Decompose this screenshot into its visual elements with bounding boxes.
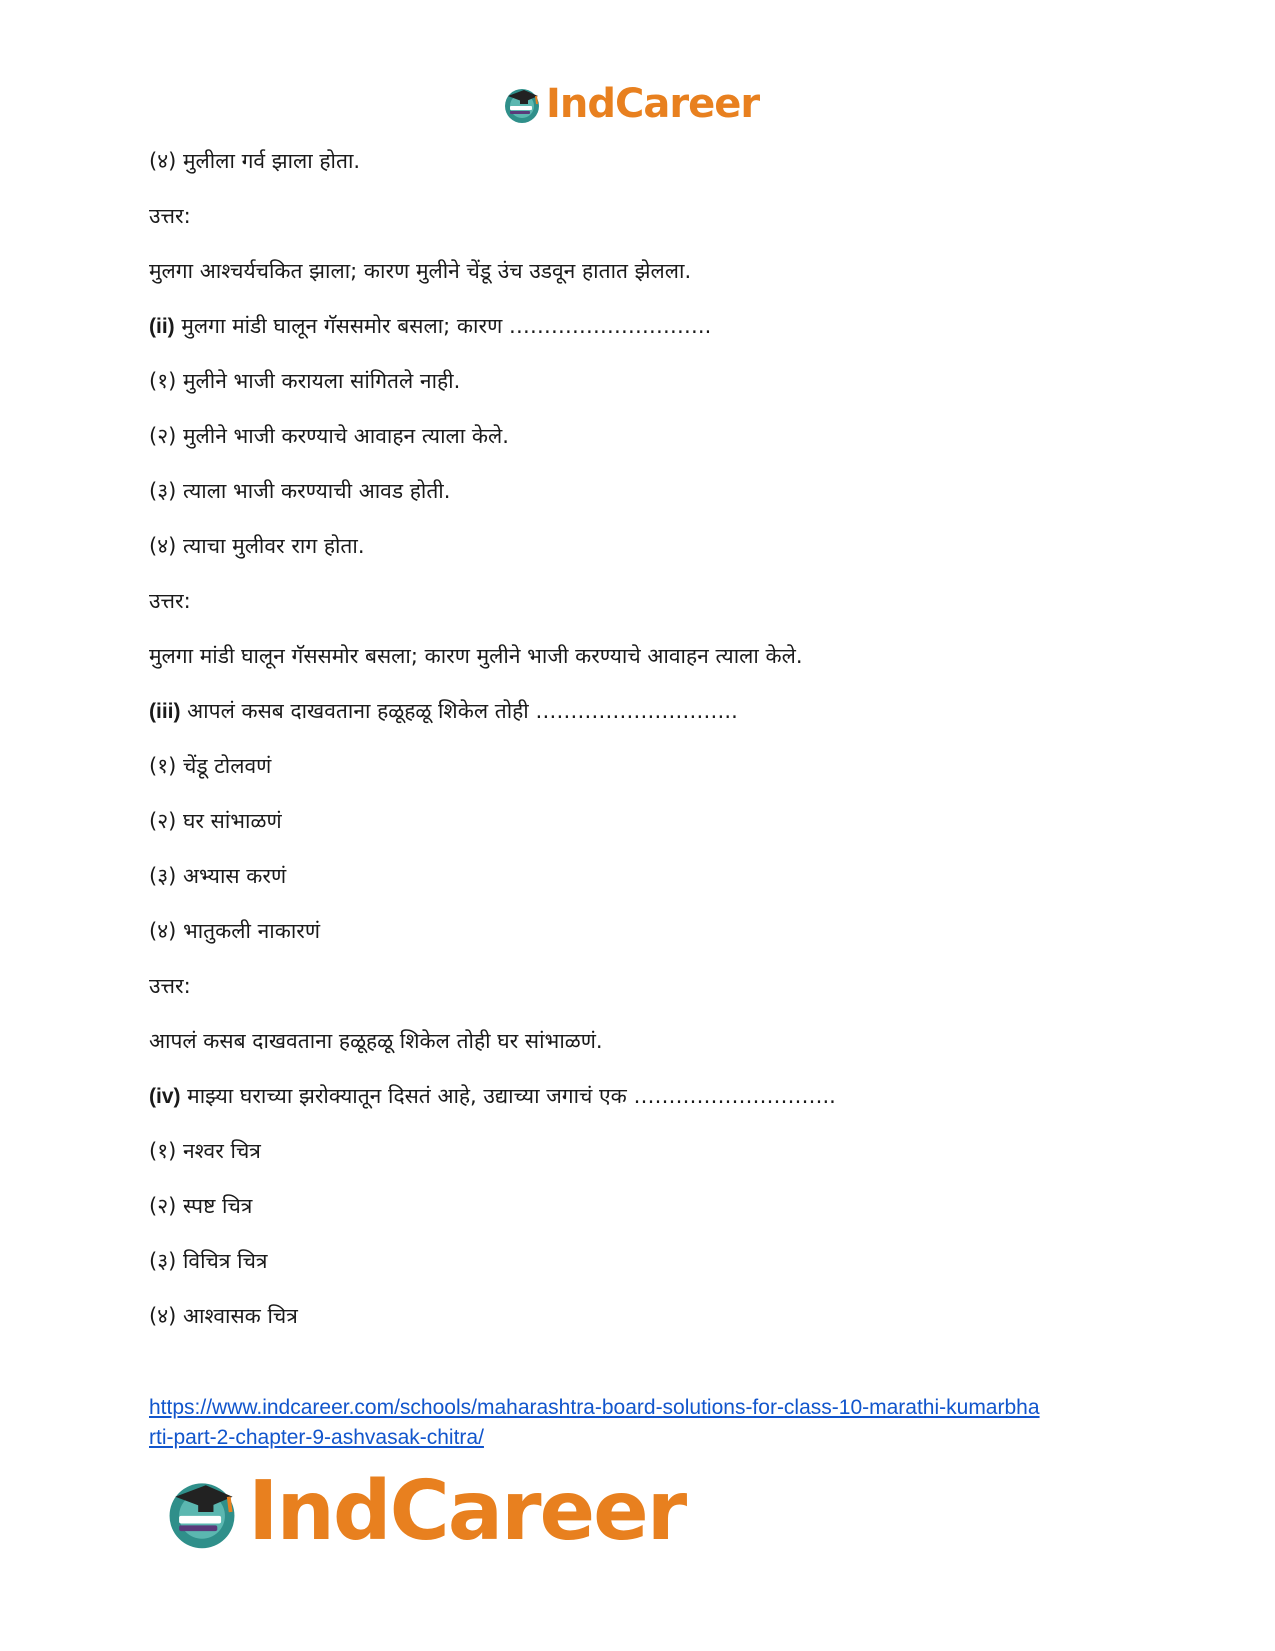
line-text: (४) आश्वासक चित्र [149, 1304, 298, 1328]
line-text: उत्तर: [149, 974, 191, 998]
option-line [149, 415, 1149, 470]
answer-label-line [149, 580, 1149, 635]
line-text: उत्तर: [149, 589, 191, 613]
document-body [149, 140, 1149, 1350]
option-line [149, 1240, 1149, 1295]
line-text: (१) नश्वर चित्र [149, 1139, 261, 1163]
option-line [149, 360, 1149, 415]
option-line [149, 1130, 1149, 1185]
option-line [149, 855, 1149, 910]
option-line [149, 1185, 1149, 1240]
header-logo [500, 78, 759, 130]
line-text: मुलगा आश्चर्यचकित झाला; कारण मुलीने चेंडू उंच उडवून हातात झेलला. [149, 259, 692, 283]
line-text: (२) मुलीने भाजी करण्याचे आवाहन त्याला केले. [149, 424, 509, 448]
logo-text: IndCareer [248, 1464, 686, 1559]
question-line [149, 690, 1149, 745]
option-line [149, 470, 1149, 525]
answer-label-line [149, 965, 1149, 1020]
answer-label-line [149, 195, 1149, 250]
line-text: आपलं कसब दाखवताना हळूहळू शिकेल तोही ……………………….. [180, 699, 738, 723]
logo-text: IndCareer [546, 81, 760, 127]
source-link[interactable] [149, 1393, 1149, 1453]
line-text: (१) मुलीने भाजी करायला सांगितले नाही. [149, 369, 461, 393]
line-text: (२) घर सांभाळणं [149, 809, 282, 833]
question-number: (iii) [149, 700, 181, 723]
line-text: मुलगा मांडी घालून गॅससमोर बसला; कारण मुलीने भाजी करण्याचे आवाहन त्याला केले. [149, 644, 803, 668]
question-number: (ii) [149, 315, 175, 338]
line-text: उत्तर: [149, 204, 191, 228]
footer-logo [160, 1462, 685, 1562]
line-text: (१) चेंडू टोलवणं [149, 754, 272, 778]
answer-line [149, 250, 1149, 305]
line-text: माझ्या घराच्या झरोक्यातून दिसतं आहे, उद्याच्या जगाचं एक ……………………….. [180, 1084, 836, 1108]
line-text: (४) मुलीला गर्व झाला होता. [149, 149, 361, 173]
line-text: आपलं कसब दाखवताना हळूहळू शिकेल तोही घर सांभाळणं. [149, 1029, 603, 1053]
graduation-cap-icon [500, 82, 544, 126]
question-number: (iv) [149, 1085, 181, 1108]
question-line [149, 305, 1149, 360]
line-text: (३) विचित्र चित्र [149, 1249, 268, 1273]
option-line [149, 525, 1149, 580]
option-line [149, 800, 1149, 855]
option-line [149, 910, 1149, 965]
line-text: (३) अभ्यास करणं [149, 864, 287, 888]
answer-line [149, 1020, 1149, 1075]
line-text: मुलगा मांडी घालून गॅससमोर बसला; कारण ……………………….. [174, 314, 712, 338]
graduation-cap-icon [160, 1470, 244, 1554]
answer-line [149, 635, 1149, 690]
option-line [149, 1295, 1149, 1350]
line-text: (४) त्याचा मुलीवर राग होता. [149, 534, 365, 558]
line-text: (४) भातुकली नाकारणं [149, 919, 321, 943]
question-line [149, 1075, 1149, 1130]
line-text: (३) त्याला भाजी करण्याची आवड होती. [149, 479, 451, 503]
source-link-line-2[interactable]: rti-part-2-chapter-9-ashvasak-chitra/ [149, 1426, 484, 1449]
text-line [149, 140, 1149, 195]
option-line [149, 745, 1149, 800]
line-text: (२) स्पष्ट चित्र [149, 1194, 253, 1218]
source-link-line-1[interactable]: https://www.indcareer.com/schools/maharashtra-board-solutions-for-class-10-marathi-kumarbha [149, 1396, 1040, 1419]
